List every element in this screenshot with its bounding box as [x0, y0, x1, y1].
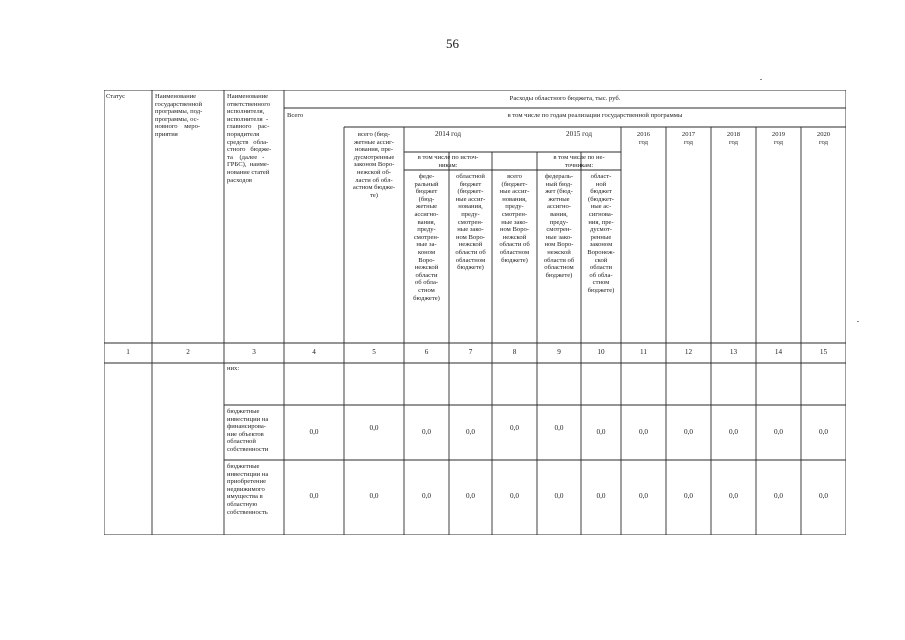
table-cell: 0,0 — [596, 428, 606, 436]
page-number: 56 — [446, 36, 459, 51]
header-status: Статус — [106, 93, 126, 100]
table-cell: 0,0 — [684, 428, 693, 436]
table-cell: 0,0 — [684, 492, 693, 500]
table-cell: 0,0 — [554, 492, 564, 500]
scan-speck — [760, 79, 762, 80]
column-number: 4 — [312, 348, 316, 356]
header-total-2015: всего (бюджет- ные ассиг- нования, преду- смотрен- ные зако- ном Воро- нежской области об областном бюджете) — [499, 173, 530, 264]
header-federal-2014: феде- ральный бюджет (бюд- жетные ассигно- вания, преду- смотрен- ные за- коном Воро- нежской области об обла- стном бюджете) — [413, 173, 440, 302]
header-executor: Наименование ответственного исполнителя, исполнителя - главного рас- порядителя средств обла- стного бюдже- та (далее - ГРБС), наиме- нование статей расходов — [227, 93, 272, 184]
header-year-2016: 2016 год — [636, 131, 651, 146]
row-label: бюджетные инвестиции на приобретение недвижимого имущества в областную собственность — [227, 463, 269, 516]
table-cell: 0,0 — [369, 424, 379, 432]
column-number: 12 — [684, 348, 693, 356]
table-cell: 0,0 — [309, 428, 319, 436]
row-label: бюджетные инвестиции на финансирова- ние объектов областной собственности — [227, 408, 269, 453]
table-cell: 0,0 — [554, 424, 564, 432]
table-cell: 0,0 — [309, 492, 319, 500]
header-regional-2014: областной бюджет (бюджет- ные ассиг- нования, преду- смотрен- ные зако- ном Воро- нежской области об областном бюджете) — [455, 173, 486, 272]
header-federal-2015: федераль- ный бюд- жет (бюд- жетные ассигно- вания, преду- смотрен- ные зако- ном Воро- нежской области об областном бюджете) — [543, 173, 575, 279]
table-cell: 0,0 — [466, 492, 475, 500]
column-number: 6 — [424, 348, 429, 356]
table-cell: 0,0 — [369, 492, 379, 500]
table-cell: 0,0 — [819, 428, 828, 436]
header-sources-2014: в том числе по источ- никам: — [417, 154, 479, 169]
column-number: 3 — [252, 348, 256, 356]
header-year-2015: 2015 год — [566, 130, 592, 138]
row-label: них: — [227, 365, 240, 372]
budget-table — [104, 90, 846, 535]
table-cell: 0,0 — [466, 428, 475, 436]
table-cell: 0,0 — [774, 428, 783, 436]
table-cell: 0,0 — [510, 492, 519, 500]
column-number: 5 — [372, 348, 376, 356]
header-year-2017: 2017 год — [681, 131, 696, 146]
header-year-2018: 2018 год — [726, 131, 741, 146]
table-cell: 0,0 — [422, 492, 431, 500]
scan-speck — [857, 321, 859, 322]
table-cell: 0,0 — [729, 492, 738, 500]
table-cell: 0,0 — [639, 428, 648, 436]
column-number: 8 — [512, 348, 517, 356]
table-cell: 0,0 — [729, 428, 738, 436]
header-total: Всего — [287, 112, 304, 119]
header-sources-2015: в том числе по не- точникам: — [553, 154, 605, 169]
table-cell: 0,0 — [596, 492, 606, 500]
header-year-2014: 2014 год — [435, 130, 461, 138]
header-year-2019: 2019 год — [771, 131, 786, 146]
header-regional-2015: област- ной бюджет (бюджет- ные ас- сигнова- ния, пре- дусмот- ренные законом Воронеж- ской области об обла- стном бюджете) — [587, 173, 615, 294]
table-cell: 0,0 — [819, 492, 828, 500]
column-number: 7 — [468, 348, 473, 356]
header-total-2014: всего (бюд- жетные ассиг- нования, пре- дусмотренные законом Воро- нежской об- ласти об обл- астном бюдже- те) — [352, 131, 396, 199]
column-number: 10 — [597, 348, 605, 356]
table-cell: 0,0 — [422, 428, 431, 436]
column-number: 1 — [126, 348, 130, 356]
column-number: 9 — [557, 348, 561, 356]
header-program-name: Наименование государственной программы, под- программы, ос- новного меро- приятия — [155, 93, 203, 138]
table-cell: 0,0 — [639, 492, 648, 500]
column-number: 11 — [640, 348, 647, 356]
header-expenses-title: Расходы областного бюджета, тыс. руб. — [509, 95, 621, 102]
column-number: 14 — [774, 348, 783, 356]
table-cell: 0,0 — [774, 492, 783, 500]
column-number: 15 — [819, 348, 828, 356]
column-number: 13 — [729, 348, 738, 356]
column-number: 2 — [186, 348, 190, 356]
header-by-years: в том числе по годам реализации государственной программы — [507, 112, 683, 119]
table-cell: 0,0 — [510, 424, 519, 432]
header-year-2020: 2020 год — [816, 131, 831, 146]
